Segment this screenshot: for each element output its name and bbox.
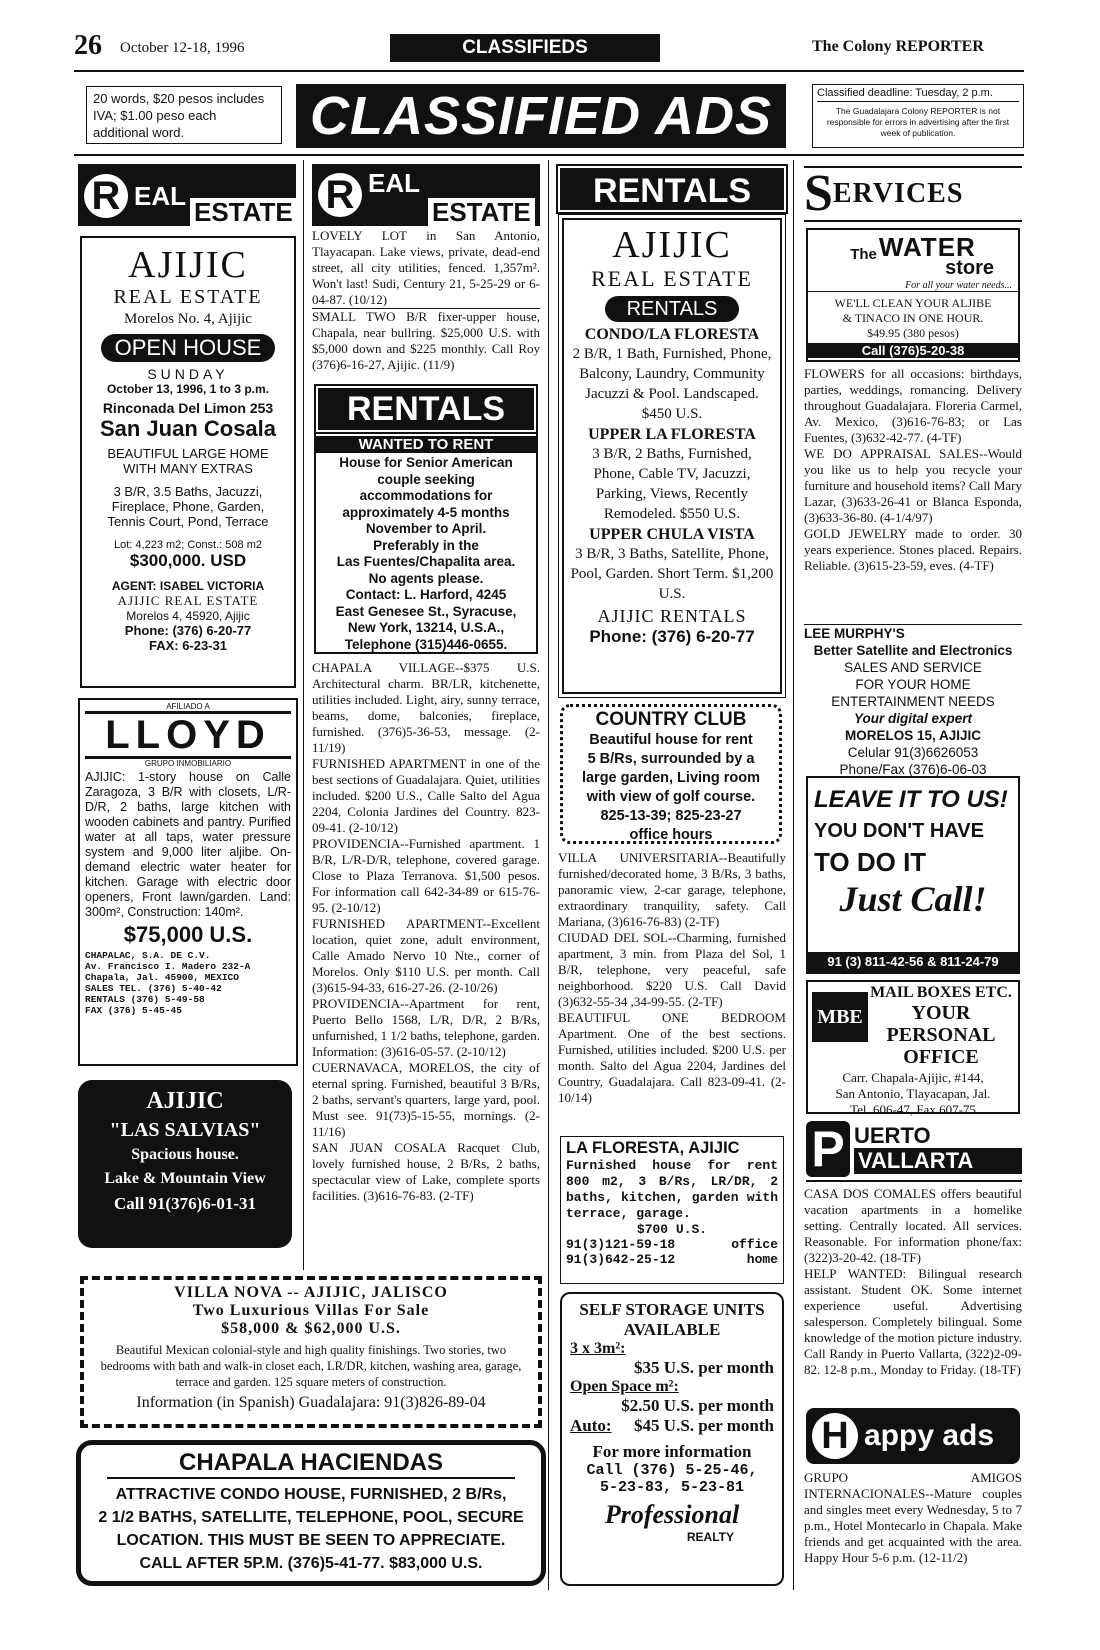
- r-letter: R: [84, 174, 128, 218]
- classified-item: WE DO APPRAISAL SALES--Would you like us to help you recycle your furniture and household items? Call Mary Lazar, (3)633-26-41 or Blanca Esponda, (3)633-36-80. (4-1/4/97): [804, 446, 1022, 525]
- rental-heading: CONDO/LA FLORESTA: [584, 326, 760, 343]
- puerto-line1: UERTO: [854, 1123, 931, 1148]
- col3-classifieds: [558, 850, 786, 1106]
- lloyd-fax: FAX (376) 5-45-45: [85, 1005, 182, 1016]
- mbe-line: OFFICE: [903, 1046, 979, 1068]
- open-house-time: October 13, 1996, 1 to 3 p.m.: [106, 382, 270, 396]
- classified-item: LOVELY LOT in San Antonio, Tlayacapan. Lake views, private, dead-end street, all city utilities, fenced. 1,357m². Won't last! Sudi, Century 21, 5-25-29 or 6-04-87. (10/12): [312, 228, 540, 307]
- self-storage-ad: [560, 1292, 784, 1586]
- storage-price: $35 U.S. per month: [634, 1358, 774, 1377]
- water-the: The: [850, 246, 877, 263]
- la-floresta-ad: [560, 1136, 784, 1284]
- mbe-address: San Antonio, Tlayacapan, Jal.: [835, 1086, 991, 1101]
- lee-murphy-line: Your digital expert: [853, 711, 973, 726]
- header-estate: ESTATE: [190, 198, 297, 226]
- wanted-line: accommodations for: [359, 488, 493, 503]
- open-house-town: San Juan Cosala: [99, 416, 277, 441]
- lee-murphy-line: Better Satellite and Electronics: [813, 643, 1013, 658]
- mbe-line: MAIL BOXES ETC.: [870, 984, 1012, 1001]
- storage-label: Open Space m²:: [570, 1378, 679, 1395]
- storage-label: Auto:: [570, 1416, 612, 1435]
- water-store-ad: [806, 228, 1020, 362]
- puerto-vallarta-header: [806, 1118, 1022, 1182]
- ajijic-logo-small: AJIJIC REAL ESTATE: [117, 593, 259, 608]
- classified-item: FURNISHED APARTMENT--Excellent location, quiet zone, adult environment, Calle Amado Nervo 10 Nte., corner of Morelos. Only $110 U.S. per month. Call (3)615-94-33, 616-27-26. (2-10/26): [312, 916, 540, 995]
- floresta-phone: 91(3)121-59-18: [566, 1237, 676, 1252]
- storage-call: Call (376) 5-25-46,: [586, 1462, 758, 1479]
- ajijic-logo-sub: REAL ESTATE: [113, 286, 263, 308]
- header-eal: EAL: [134, 181, 186, 211]
- country-club-line: 5 B/Rs, surrounded by a: [587, 751, 755, 767]
- happy-ads-header: [806, 1408, 1020, 1464]
- disclaimer-text: The Guadalajara Colony REPORTER is not responsible for errors in advertising after the first week of publication.: [826, 106, 1010, 138]
- open-house-agent: AGENT: ISABEL VICTORIA: [111, 579, 265, 593]
- section-label: CLASSIFIEDS: [390, 34, 660, 62]
- classified-item: CIUDAD DEL SOL--Charming, furnished apartment, 3 min. from Plaza del Sol, 1 B/R, telephone, very peaceful, safe neighborhood. $220 U.S. Call David (3)632-55-34 ,34-99-55. (2-TF): [558, 930, 786, 1009]
- wanted-line: Preferably in the: [373, 537, 479, 553]
- wanted-line: approximately 4-5 months: [342, 504, 510, 520]
- floresta-title: LA FLORESTA, AJIJIC: [566, 1139, 740, 1157]
- classified-item: VILLA UNIVERSITARIA--Beautifully furnished/decorated home, 3 B/Rs, 3 baths, panoramic view, 2-car garage, telephone, extraordinary tranquility, safety. Call Mariana, (3)616-76-83) (2-TF): [558, 850, 786, 929]
- ajijic-address: Morelos No. 4, Ajijic: [124, 311, 252, 327]
- page-number: 26: [74, 30, 102, 61]
- villa-nova-info: Information (in Spanish) Guadalajara: 91(3)826-89-04: [136, 1394, 486, 1411]
- rentals-header-3: RENTALS: [558, 166, 786, 212]
- leave-it-line1: LEAVE IT TO US!: [814, 786, 1008, 813]
- lee-murphy-line: FOR YOUR HOME: [855, 677, 971, 692]
- rental-heading: UPPER CHULA VISTA: [589, 526, 755, 543]
- classified-item: SAN JUAN COSALA Racquet Club, lovely furnished house, 2 B/Rs, 2 baths, spectacular view of Lake, complete sports facilities. (3)616-76-83. (2-TF): [312, 1140, 540, 1203]
- puerto-line2: VALLARTA: [854, 1148, 1022, 1174]
- rentals-pill: RENTALS: [605, 296, 740, 322]
- wanted-line: Telephone (315)446-0655.: [344, 636, 508, 652]
- lee-murphy-ad: [804, 624, 1022, 777]
- water-tagline: For all your water needs...: [808, 280, 1018, 292]
- rental-body: 3 B/R, 3 Baths, Satellite, Phone, Pool, Garden. Short Term. $1,200 U.S.: [570, 546, 774, 602]
- open-house-desc2: WITH MANY EXTRAS: [123, 461, 253, 476]
- villa-nova-title: VILLA NOVA -- AJIJIC, JALISCO: [174, 1284, 448, 1301]
- classified-item: CHAPALA VILLAGE--$375 U.S. Architectural charm. BR/LR, kitchenette, utilities included. Light, airy, sunny terrace, beams, dome, balconies, fireplace, furnished. (376)5-36-53, message. (2-11/19): [312, 660, 540, 755]
- wanted-line: Contact: L. Harford, 4245: [345, 587, 507, 602]
- col2-rental-classifieds: [312, 660, 540, 1204]
- lloyd-sales: SALES TEL. (376) 5-40-42: [85, 983, 222, 994]
- classified-item: BEAUTIFUL ONE BEDROOM Apartment. One of the best sections. Furnished, utilities included. $200 U.S. per month. Salto del Agua 2204, Jardines del Country, Guadalajara. Call 823-09-41. (2-10/14): [558, 1010, 786, 1105]
- wanted-line: November to April.: [365, 521, 487, 536]
- salvias-line1: AJIJIC: [146, 1088, 224, 1114]
- lloyd-body: AJIJIC: 1-story house on Calle Zaragoza, 3 B/R with closets, L/R-D/R, 2 baths, large kitchen with wooden cabinets and pantry. Purified water at all taps, water pressure system and 9,000 liter aljibe. On-demand electric water heater for kitchen. Garage with electric door openers, Front lawn/garden. Land: 300m², Construction: 140m².: [85, 770, 291, 919]
- wanted-line: No agents please.: [368, 570, 484, 586]
- country-club-ad: [560, 704, 782, 844]
- rentals-header: RENTALS: [316, 386, 536, 432]
- header-estate: ESTATE: [428, 198, 535, 226]
- rentals-phone: Phone: (376) 6-20-77: [589, 627, 755, 646]
- mbe-address: Carr. Chapala-Ajijic, #144,: [842, 1070, 984, 1085]
- villa-nova-ad: [80, 1276, 542, 1428]
- lee-murphy-line: MORELOS 15, AJIJIC: [844, 728, 982, 743]
- country-club-line: large garden, Living room: [581, 770, 761, 786]
- lloyd-logo: LLOYD: [85, 711, 291, 759]
- salvias-line5: Call 91(376)6-01-31: [113, 1194, 257, 1213]
- rates-box: [86, 86, 282, 144]
- lloyd-group: GRUPO INMOBILIARIO: [144, 759, 232, 768]
- wanted-header: WANTED TO RENT: [316, 436, 536, 453]
- lloyd-rentals: RENTALS (376) 5-49-58: [85, 994, 205, 1005]
- mbe-logo: MBE: [812, 992, 868, 1042]
- haciendas-line: CALL AFTER 5P.M. (376)5-41-77. $83,000 U.S.: [139, 1555, 483, 1572]
- rental-body: 2 B/R, 1 Bath, Furnished, Phone, Balcony, Laundry, Community Jacuzzi & Pool. Landscaped. $450 U.S.: [572, 346, 772, 422]
- open-house-lot: Lot: 4,223 m2; Const.: 508 m2: [114, 539, 262, 551]
- classified-item: GOLD JEWELRY made to order. 30 years experience. Stones placed. Repairs. Reliable. (3)615-23-59, eves. (4-TF): [804, 526, 1022, 573]
- leave-it-line2: YOU DON'T HAVE: [814, 820, 984, 842]
- wanted-line: Las Fuentes/Chapalita area.: [336, 554, 516, 569]
- rentals-logo: AJIJIC: [612, 224, 732, 266]
- happy-h: H: [812, 1413, 858, 1459]
- rentals-logo-small: AJIJIC RENTALS: [597, 606, 747, 626]
- classified-item: CASA DOS COMALES offers beautiful vacation apartments in a homelike setting. Centrally located. All services. Reasonable. For information phone/fax: (322)3-20-42. (18-TF): [804, 1186, 1022, 1265]
- lee-murphy-name: LEE MURPHY'S: [804, 626, 905, 641]
- ajijic-fax: FAX: 6-23-31: [148, 638, 228, 653]
- salvias-line3: Spacious house.: [131, 1146, 239, 1163]
- lee-murphy-line: SALES AND SERVICE: [844, 660, 982, 675]
- professional-logo: Professional: [604, 1500, 740, 1529]
- mail-boxes-ad: [806, 980, 1020, 1117]
- lee-murphy-line: Phone/Fax (376)6-06-03: [839, 762, 987, 777]
- header-eal: EAL: [368, 168, 420, 198]
- villa-nova-price: $58,000 & $62,000 U.S.: [221, 1320, 401, 1337]
- haciendas-line: ATTRACTIVE CONDO HOUSE, FURNISHED, 2 B/Rs,: [115, 1486, 507, 1503]
- storage-price: $45 U.S. per month: [634, 1416, 774, 1435]
- rates-text: 20 words, $20 pesos includes IVA; $1.00 peso each additional word.: [93, 91, 265, 140]
- lloyd-affiliate: AFILIADO A: [166, 702, 210, 711]
- open-house-pill: OPEN HOUSE: [101, 334, 276, 362]
- las-salvias-ad: [78, 1080, 292, 1248]
- ajijic-rentals-ad: [562, 218, 782, 694]
- ajijic-open-house-ad: [80, 236, 296, 688]
- rentals-logo-sub: REAL ESTATE: [591, 266, 753, 291]
- lloyd-price: $75,000 U.S.: [123, 922, 253, 947]
- col-divider: [303, 160, 304, 1270]
- banner-rule: [74, 154, 1024, 156]
- mbe-address: Tel. 606-47, Fax 607-75: [850, 1102, 976, 1117]
- issue-date: October 12-18, 1996: [120, 40, 245, 56]
- floresta-phone-label: office: [731, 1237, 778, 1252]
- col-divider: [548, 160, 549, 1590]
- ajijic-address2: Morelos 4, 45920, Ajijic: [126, 609, 250, 623]
- lloyd-address2: Chapala, Jal. 45900, MEXICO: [85, 972, 239, 983]
- open-house-price: $300,000. USD: [129, 551, 247, 570]
- storage-title2: AVAILABLE: [623, 1320, 721, 1339]
- mbe-line: YOUR: [911, 1002, 971, 1024]
- open-house-features3: Tennis Court, Pond, Terrace: [107, 514, 269, 529]
- leave-it-to-us-ad: [806, 776, 1020, 974]
- open-house-street: Rinconada Del Limon 253: [102, 400, 274, 416]
- country-club-line: with view of golf course.: [586, 789, 756, 805]
- rental-body: 3 B/R, 2 Baths, Furnished, Phone, Cable TV, Jacuzzi, Parking, Views, Recently Remodeled. $550 U.S.: [592, 446, 752, 522]
- lee-murphy-line: Celular 91(3)6626053: [847, 745, 979, 760]
- classified-item: SMALL TWO B/R fixer-upper house, Chapala, near bullring. $25,000 U.S. with $5,000 down and $225 monthly. Call Roy (376)6-16-27, Ajijic. (11/9): [312, 309, 540, 372]
- services-s: S: [804, 165, 833, 222]
- water-line1: WE'LL CLEAN YOUR ALJIBE: [834, 296, 992, 310]
- lloyd-ad: [78, 698, 298, 1066]
- banner-title: CLASSIFIED ADS: [296, 84, 786, 148]
- classified-item: GRUPO AMIGOS INTERNACIONALES--Mature couples and singles meet every Wednesday, 5 to 7 p.m., Hotel Montecarlo in Chapala. Make friends and get acquainted with the area. Happy Hour 5-6 p.m. (12-11/2): [804, 1470, 1022, 1565]
- leave-it-line3: TO DO IT: [814, 847, 927, 877]
- col2-top-classifieds: [312, 228, 540, 373]
- deadline-box: [812, 84, 1024, 148]
- realty-logo: REALTY: [686, 1530, 734, 1544]
- col4-happy-classifieds: [804, 1470, 1022, 1566]
- leave-it-line4: Just Call!: [839, 879, 987, 919]
- water-price: $49.95 (380 pesos): [867, 326, 959, 340]
- wanted-line: couple seeking: [377, 471, 475, 487]
- lee-murphy-line: ENTERTAINMENT NEEDS: [831, 694, 995, 709]
- floresta-phone: 91(3)642-25-12: [566, 1252, 676, 1267]
- floresta-phone-label: home: [746, 1252, 778, 1267]
- classified-item: FURNISHED APARTMENT in one of the best sections of Guadalajara. Quiet, utilities included. $200 U.S., Calle Salto del Agua 2204, Colonia Jardines del Country. 823-09-41. (2-10/12): [312, 756, 540, 835]
- classified-item: PROVIDENCIA--Furnished apartment. 1 B/R, L/R-D/R, telephone, covered garage. Close to Plaza Terranova. $1,500 pesos. For information call 642-34-89 or 615-76-95. (2-10/12): [312, 836, 540, 915]
- floresta-body: Furnished house for rent 800 m2, 3 B/Rs, LR/DR, 2 baths, kitchen, garden with terrace, garage.: [566, 1158, 778, 1221]
- open-house-desc1: BEAUTIFUL LARGE HOME: [107, 446, 269, 461]
- col-divider: [793, 160, 794, 1590]
- storage-label: 3 x 3m²:: [570, 1340, 626, 1357]
- masthead-rule: [74, 70, 1024, 72]
- mbe-line: PERSONAL: [886, 1024, 996, 1046]
- classified-item: FLOWERS for all occasions: birthdays, parties, weddings, romancing. Delivery throughout Guadalajara. Floreria Carmel, Av. Mexico, (3)616-76-83; or Las Fuentes, (3)632-42-77. (4-TF): [804, 366, 1022, 445]
- classified-item: PROVIDENCIA--Apartment for rent, Puerto Bello 1568, L/R, D/R, 2 B/Rs, unfurnished, 1 1/2 baths, telephone, garden. Information: (3)616-05-57. (2-10/12): [312, 996, 540, 1059]
- water-name-store: store: [945, 257, 994, 279]
- wanted-line: House for Senior American: [339, 455, 513, 470]
- salvias-line4: Lake & Mountain View: [104, 1170, 266, 1187]
- services-rest: ERVICES: [832, 178, 964, 209]
- open-house-day: SUNDAY: [147, 366, 229, 382]
- water-line2: & TINACO IN ONE HOUR.: [842, 311, 984, 325]
- storage-title: SELF STORAGE UNITS: [579, 1300, 765, 1319]
- open-house-features1: 3 B/R, 3.5 Baths, Jacuzzi,: [113, 484, 263, 499]
- col4-service-classifieds: [804, 366, 1022, 574]
- happy-rest: appy ads: [864, 1419, 995, 1452]
- villa-nova-sub: Two Luxurious Villas For Sale: [192, 1302, 430, 1319]
- lloyd-address1: Av. Francisco I. Madero 232-A: [85, 961, 251, 972]
- haciendas-line: LOCATION. THIS MUST BE SEEN TO APPRECIATE.: [116, 1532, 506, 1549]
- classified-item: HELP WANTED: Bilingual research assistant. Student OK. Some internet experience useful. Advertising salesperson. Completely bilingual. Some knowledge of the motion picture industry. Call Randy in Puerto Vallarta, (322)2-09-82. 12-8 p.m., Monday to Friday. (18-TF): [804, 1266, 1022, 1377]
- wanted-to-rent-ad: [314, 384, 538, 654]
- country-club-title: COUNTRY CLUB: [595, 709, 747, 730]
- ajijic-phone: Phone: (376) 6-20-77: [124, 623, 252, 638]
- ajijic-logo: AJIJIC: [128, 244, 248, 286]
- haciendas-title: CHAPALA HACIENDAS: [107, 1449, 515, 1479]
- chapala-haciendas-ad: [76, 1440, 546, 1586]
- storage-price: $2.50 U.S. per month: [621, 1396, 774, 1415]
- water-name: WATER: [878, 232, 976, 262]
- floresta-price: $700 U.S.: [636, 1222, 708, 1237]
- wanted-line: New York, 13214, U.S.A.,: [347, 620, 505, 635]
- services-header: [804, 166, 1022, 222]
- country-club-line: 825-13-39; 825-23-27: [600, 808, 742, 824]
- classified-item: CUERNAVACA, MORELOS, the city of eternal spring. Furnished, beautiful 3 B/Rs, 2 baths, servant's quarters, large yard, pool. Must see. 91(73)5-15-55, mornings. (2-11/16): [312, 1060, 540, 1139]
- puerto-p: P: [806, 1121, 850, 1177]
- col4-puerto-classifieds: [804, 1186, 1022, 1378]
- deadline-text: Classified deadline: Tuesday, 2 p.m.: [817, 87, 1019, 102]
- water-call: Call (376)5-20-38: [808, 343, 1018, 358]
- country-club-line: Beautiful house for rent: [589, 732, 753, 748]
- villa-nova-body: Beautiful Mexican colonial-style and high quality finishings. Two stories, two bedrooms with bath and walk-in closet each, LR/DR, kitchen, washing area, garage, terrace and garden. 125 square meters of construction.: [100, 1343, 522, 1389]
- storage-call2: 5-23-83, 5-23-81: [599, 1479, 745, 1496]
- r-letter: R: [318, 173, 362, 217]
- country-club-line: office hours: [629, 827, 713, 843]
- salvias-line2: "LAS SALVIAS": [109, 1119, 261, 1141]
- open-house-features2: Fireplace, Phone, Garden,: [111, 499, 265, 514]
- leave-it-phone: 91 (3) 811-42-56 & 811-24-79: [808, 952, 1018, 972]
- lloyd-company: CHAPALAC, S.A. DE C.V.: [85, 950, 211, 961]
- rental-heading: UPPER LA FLORESTA: [588, 426, 756, 443]
- haciendas-line: 2 1/2 BATHS, SATELLITE, TELEPHONE, POOL, SECURE: [98, 1509, 524, 1526]
- wanted-line: East Genesee St., Syracuse,: [335, 603, 517, 619]
- paper-name: The Colony REPORTER: [812, 38, 984, 55]
- storage-more: For more information: [592, 1442, 752, 1461]
